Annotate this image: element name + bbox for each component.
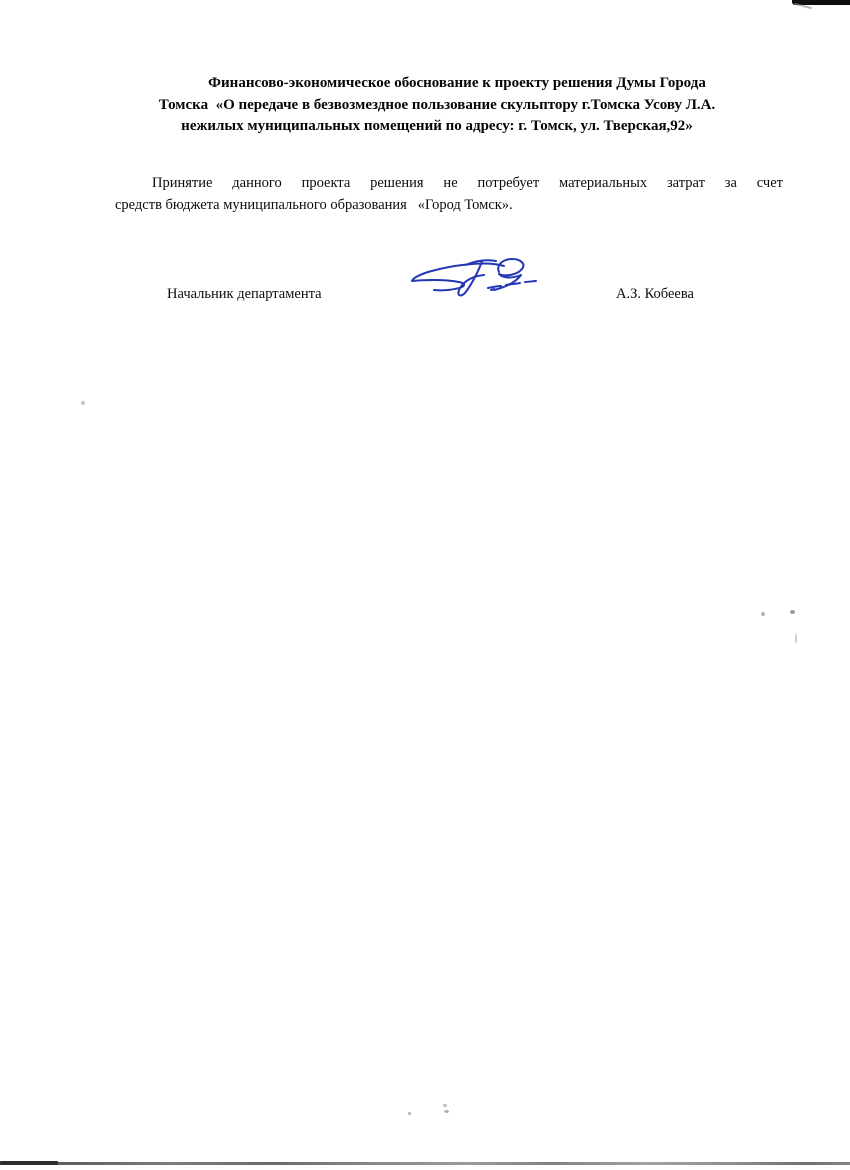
scan-speck bbox=[761, 612, 765, 616]
scan-artifact-bottom-edge bbox=[0, 1162, 850, 1165]
signer-name: А.З. Кобеева bbox=[616, 286, 694, 302]
body-line: средств бюджета муниципального образования «Город Томск». bbox=[115, 197, 513, 213]
scan-speck bbox=[81, 401, 85, 405]
signature-flourish-stroke bbox=[412, 264, 504, 291]
scan-artifact-bottom-left-blob bbox=[0, 1161, 58, 1165]
document-title bbox=[112, 73, 762, 138]
handwritten-signature bbox=[404, 252, 544, 302]
signature-ink bbox=[412, 259, 536, 295]
signature-position-label: Начальник департамента bbox=[167, 286, 322, 302]
title-line: нежилых муниципальных помещений по адресу: г. Томск, ул. Тверская,92» bbox=[181, 118, 693, 134]
scan-speck bbox=[443, 1104, 447, 1107]
title-line: Томска «О передаче в безвозмездное пользование скульптору г.Томска Усову Л.А. bbox=[158, 96, 716, 113]
title-line: Финансово-экономическое обоснование к проекту решения Думы Города bbox=[208, 75, 706, 91]
scan-speck bbox=[795, 634, 797, 643]
scan-speck bbox=[444, 1110, 449, 1113]
scan-speck bbox=[408, 1112, 411, 1115]
body-paragraph bbox=[115, 172, 783, 216]
body-line: Принятие данного проекта решения не потребует материальных затрат за счет bbox=[152, 175, 783, 191]
scan-speck bbox=[790, 610, 795, 614]
